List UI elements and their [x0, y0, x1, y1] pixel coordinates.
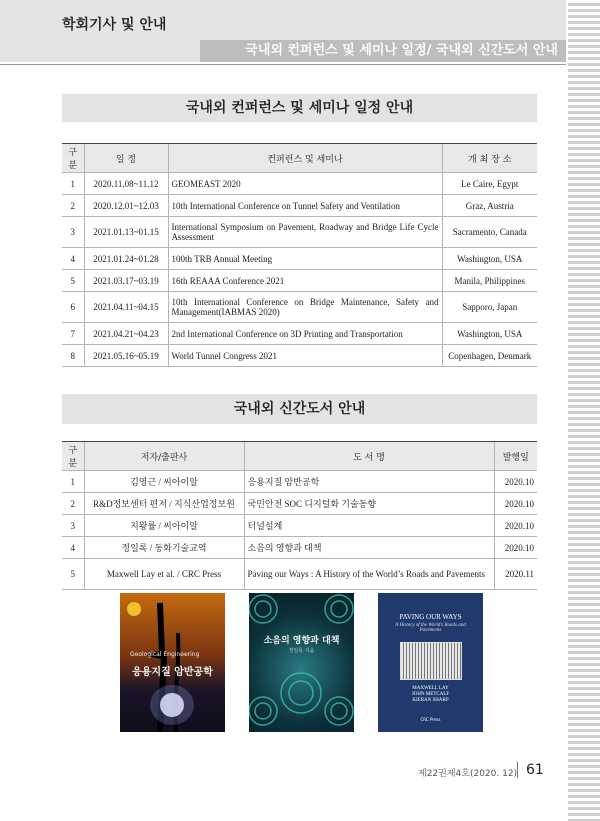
- table-cell: Copenhagen, Denmark: [442, 345, 537, 367]
- footer-divider: [517, 762, 518, 778]
- table-row: [62, 173, 537, 195]
- table-row: [62, 217, 537, 248]
- table-cell: Washington, USA: [442, 248, 537, 270]
- table-cell: GEOMEAST 2020: [168, 173, 442, 195]
- table-cell: 국민안전 SOC 디지털화 기술동향: [244, 493, 494, 515]
- table-row: [62, 195, 537, 217]
- cover-noise-author: 정일록 지음: [288, 648, 315, 654]
- table-cell: Sapporo, Japan: [442, 292, 537, 323]
- table-cell: 10th International Conference on Bridge Maintenance, Safety and Management(IABMAS 2020): [168, 292, 442, 323]
- table-cell: 2: [62, 493, 84, 515]
- table-cell: 소음의 영향과 대책: [244, 537, 494, 559]
- table-cell: 3: [62, 515, 84, 537]
- header-cell: 일 정: [84, 144, 168, 173]
- table-cell: 1: [62, 173, 84, 195]
- table-cell: 6: [62, 292, 84, 323]
- table-row: [62, 323, 537, 345]
- table-cell: 김영근 / 씨아이알: [84, 471, 244, 493]
- table-cell: Paving our Ways : A History of the World’s Roads and Pavements: [244, 559, 494, 590]
- table-cell: 2020.10: [494, 537, 537, 559]
- cover-paving-title: PAVING OUR WAYS: [399, 613, 462, 621]
- table-cell: 2021.05.16~05.19: [84, 345, 168, 367]
- table-cell: Le Caire, Egypt: [442, 173, 537, 195]
- table-cell: 지왕률 / 씨아이알: [84, 515, 244, 537]
- book-cover-noise: [249, 593, 354, 732]
- cover-geology-title: 응용지질 암반공학: [132, 667, 213, 678]
- table-row: [62, 493, 537, 515]
- header-cell: 구분: [62, 144, 84, 173]
- table-cell: 2021.01.13~01.15: [84, 217, 168, 248]
- table-row: [62, 471, 537, 493]
- header-subtitle: 국내외 컨퍼런스 및 세미나 일정/ 국내외 신간도서 안내: [200, 40, 566, 62]
- table-cell: 2020.10: [494, 515, 537, 537]
- table-cell: 10th International Conference on Tunnel Safety and Ventilation: [168, 195, 442, 217]
- conference-section-title: 국내외 컨퍼런스 및 세미나 일정 안내: [62, 94, 537, 122]
- table-cell: 5: [62, 559, 84, 590]
- table-cell: 2021.03.17~03.19: [84, 270, 168, 292]
- table-cell: 100th TRB Annual Meeting: [168, 248, 442, 270]
- cover-noise-title: 소음의 영향과 대책: [263, 636, 340, 646]
- header-cell: 도 서 명: [244, 442, 494, 471]
- table-cell: 터널설계: [244, 515, 494, 537]
- table-cell: 5: [62, 270, 84, 292]
- table-row: [62, 345, 537, 367]
- table-cell: Manila, Philippines: [442, 270, 537, 292]
- table-cell: World Tunnel Congress 2021: [168, 345, 442, 367]
- conference-table: [62, 143, 537, 367]
- table-cell: Graz, Austria: [442, 195, 537, 217]
- table-cell: 응용지질 암반공학: [244, 471, 494, 493]
- table-cell: 3: [62, 217, 84, 248]
- table-row: [62, 248, 537, 270]
- header-cell: 발행일: [494, 442, 537, 471]
- table-cell: Washington, USA: [442, 323, 537, 345]
- section-title: 학회기사 및 안내: [62, 17, 167, 33]
- header-cell: 구분: [62, 442, 84, 471]
- cover-paving-publisher: CRC Press: [420, 717, 441, 722]
- table-row: [62, 515, 537, 537]
- cover-geology-tag: Geological Engineering: [130, 651, 200, 658]
- table-row: [62, 537, 537, 559]
- cover-paving-authors: MAXWELL LAY JOHN METCALF KIERAN SHARP: [411, 686, 450, 703]
- header-cell: 개 최 장 소: [442, 144, 537, 173]
- header-cell: 컨퍼런스 및 세미나: [168, 144, 442, 173]
- table-cell: 정일록 / 동화기술교역: [84, 537, 244, 559]
- table-cell: 4: [62, 537, 84, 559]
- table-cell: Sacramento, Canada: [442, 217, 537, 248]
- table-cell: R&D정보센터 편저 / 지식산업정보원: [84, 493, 244, 515]
- table-cell: 4: [62, 248, 84, 270]
- books-section-title: 국내외 신간도서 안내: [62, 394, 537, 424]
- table-row: [62, 292, 537, 323]
- table-row: [62, 270, 537, 292]
- header-cell: 저자/출판사: [84, 442, 244, 471]
- table-cell: 2020.11: [494, 559, 537, 590]
- table-cell: 16th REAAA Conference 2021: [168, 270, 442, 292]
- table-row: [62, 559, 537, 590]
- cover-paving-subtitle: A History of the World's Roads and Pavements: [395, 623, 466, 633]
- table-cell: International Symposium on Pavement, Roadway and Bridge Life Cycle Assessment: [168, 217, 442, 248]
- book-cover-geology: [120, 593, 225, 732]
- table-cell: 8: [62, 345, 84, 367]
- table-cell: 7: [62, 323, 84, 345]
- header-rule: [0, 64, 566, 65]
- table-cell: 2020.11.08~11.12: [84, 173, 168, 195]
- table-cell: 1: [62, 471, 84, 493]
- page-number: 61: [526, 762, 544, 778]
- page-header: [0, 0, 566, 62]
- book-cover-paving: [378, 593, 483, 732]
- table-cell: Maxwell Lay et al. / CRC Press: [84, 559, 244, 590]
- table-cell: 2020.10: [494, 493, 537, 515]
- table-cell: 2020.10: [494, 471, 537, 493]
- table-cell: 2021.04.11~04.15: [84, 292, 168, 323]
- table-cell: 2nd International Conference on 3D Printing and Transportation: [168, 323, 442, 345]
- books-table: [62, 441, 537, 590]
- table-cell: 2021.04.21~04.23: [84, 323, 168, 345]
- table-cell: 2021.01.24~01.28: [84, 248, 168, 270]
- issue-info: 제22권제4호(2020. 12): [418, 769, 518, 779]
- table-cell: 2020.12.01~12.03: [84, 195, 168, 217]
- table-cell: 2: [62, 195, 84, 217]
- side-stripes: [568, 0, 600, 821]
- cover-paving-engraving: [400, 642, 462, 680]
